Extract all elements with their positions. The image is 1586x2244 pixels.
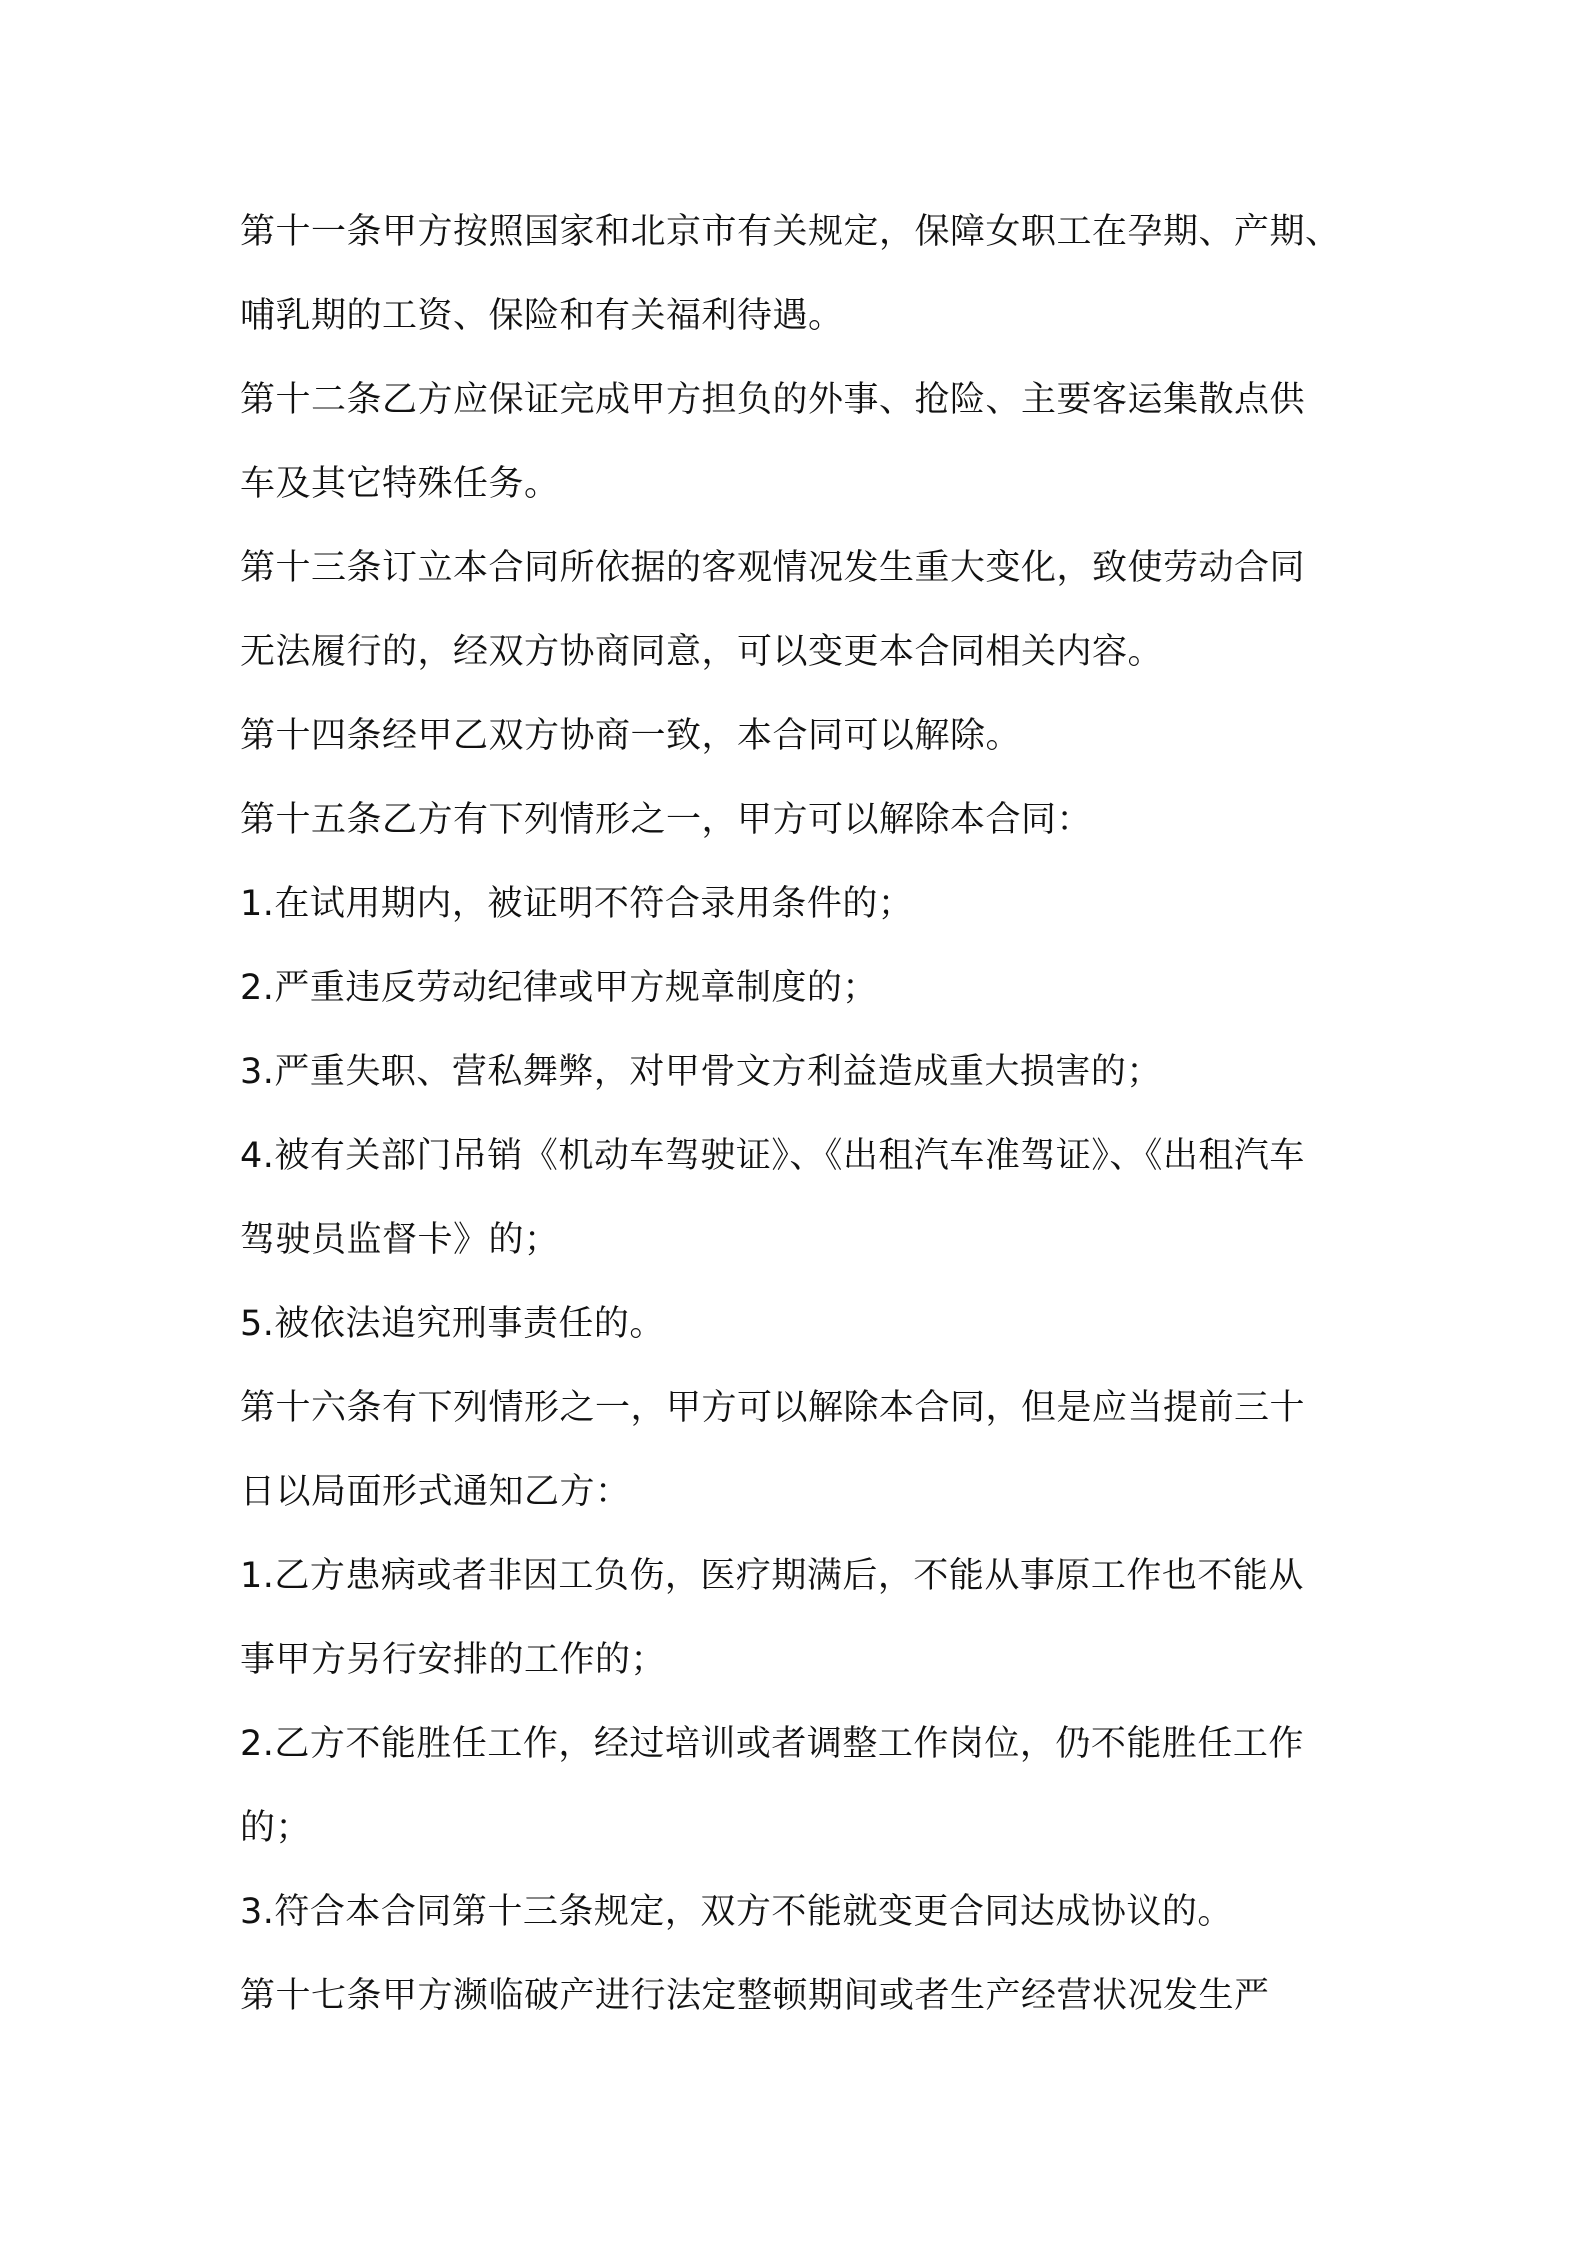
document-body xyxy=(240,190,1360,2038)
article-17-line-1: 第十七条甲方濒临破产进行法定整顿期间或者生产经营状况发生严 xyxy=(240,1976,1270,2016)
article-16-item-1-line-2: 事甲方另行安排的工作的； xyxy=(240,1640,667,1680)
article-16-item-2-line-2: 的； xyxy=(240,1808,312,1848)
article-15-line-1: 第十五条乙方有下列情形之一，甲方可以解除本合同： xyxy=(240,800,1093,840)
article-13-line-2: 无法履行的，经双方协商同意，可以变更本合同相关内容。 xyxy=(240,632,1164,672)
article-11-line-2: 哺乳期的工资、保险和有关福利待遇。 xyxy=(240,296,844,336)
article-12-line-1: 第十二条乙方应保证完成甲方担负的外事、抢险、主要客运集散点供 xyxy=(240,380,1306,420)
article-15-item-1: 1.在试用期内，被证明不符合录用条件的； xyxy=(240,884,914,924)
article-15-item-5: 5.被依法追究刑事责任的。 xyxy=(240,1304,665,1344)
article-15-item-4-line-2: 驾驶员监督卡》的； xyxy=(240,1220,560,1260)
article-13-line-1: 第十三条订立本合同所依据的客观情况发生重大变化，致使劳动合同 xyxy=(240,548,1306,588)
article-15-item-4-line-1: 4.被有关部门吊销《机动车驾驶证》、《出租汽车准驾证》、《出租汽车 xyxy=(240,1136,1305,1176)
article-16-item-1-line-1: 1.乙方患病或者非因工负伤，医疗期满后，不能从事原工作也不能从 xyxy=(240,1556,1304,1596)
article-16-item-2-line-1: 2.乙方不能胜任工作，经过培训或者调整工作岗位，仍不能胜任工作 xyxy=(240,1724,1304,1764)
article-16-item-3: 3.符合本合同第十三条规定，双方不能就变更合同达成协议的。 xyxy=(240,1892,1233,1932)
article-11-line-1: 第十一条甲方按照国家和北京市有关规定，保障女职工在孕期、产期、 xyxy=(240,212,1341,252)
article-14-line-1: 第十四条经甲乙双方协商一致，本合同可以解除。 xyxy=(240,716,1022,756)
article-16-line-2: 日以局面形式通知乙方： xyxy=(240,1472,631,1512)
article-16-line-1: 第十六条有下列情形之一，甲方可以解除本合同，但是应当提前三十 xyxy=(240,1388,1306,1428)
article-12-line-2: 车及其它特殊任务。 xyxy=(240,464,560,504)
article-15-item-3: 3.严重失职、营私舞弊，对甲骨文方利益造成重大损害的； xyxy=(240,1052,1162,1092)
article-15-item-2: 2.严重违反劳动纪律或甲方规章制度的； xyxy=(240,968,878,1008)
